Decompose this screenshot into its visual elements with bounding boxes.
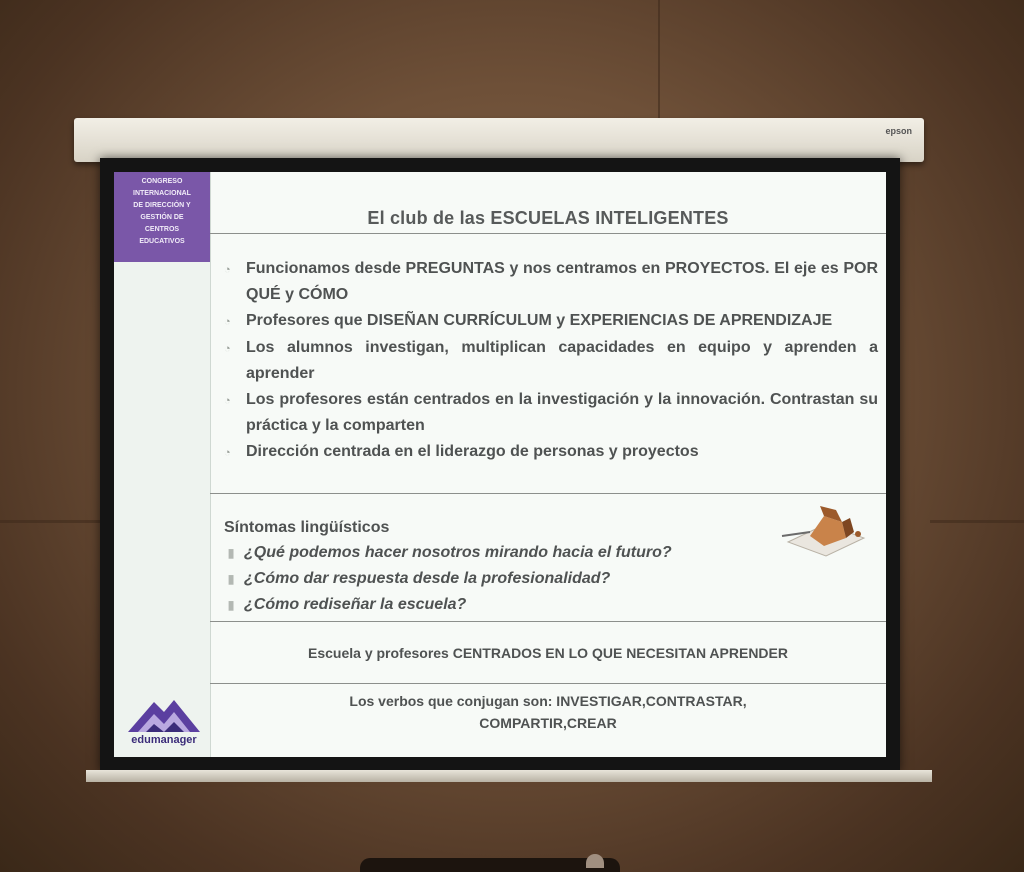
conference-line: DE DIRECCIÓN Y [133, 202, 191, 209]
presentation-slide [114, 172, 886, 757]
characteristics-box [210, 234, 886, 494]
mountain-logo-icon [124, 692, 204, 734]
bullet-icon: ◔ [224, 343, 231, 355]
bullet-icon: ▮ [227, 546, 235, 560]
question-text: ¿Cómo dar respuesta desde la profesionalidad? [244, 570, 611, 587]
question-item [218, 592, 878, 618]
bullet-icon: ◔ [224, 264, 231, 276]
bullet-icon: ◔ [224, 395, 231, 407]
conference-line: INTERNACIONAL [133, 190, 191, 197]
bullet-text: Funcionamos desde PREGUNTAS y nos centramos en PROYECTOS. El eje es POR QUÉ y CÓMO [246, 260, 878, 303]
bullet-text: Los alumnos investigan, multiplican capacidades en equipo y aprenden a aprender [246, 339, 878, 382]
conference-line: CONGRESO [141, 178, 183, 185]
wall-seam-vertical [658, 0, 660, 118]
question-item [218, 566, 878, 592]
bullet-icon: ▮ [227, 598, 235, 612]
screen-brand-label: epson [885, 126, 912, 136]
audience-silhouette [360, 858, 620, 872]
symptoms-box [210, 494, 886, 622]
screen-bottom-bar [86, 770, 932, 782]
conference-line: CENTROS [144, 226, 180, 233]
conference-label-box [114, 172, 210, 262]
list-item [224, 335, 878, 387]
question-text: ¿Qué podemos hacer nosotros mirando hacia el futuro? [244, 544, 672, 561]
edumanager-logo [124, 692, 204, 746]
list-item [224, 387, 878, 439]
bullet-text: Profesores que DISEÑAN CURRÍCULUM y EXPERIENCIAS DE APRENDIZAJE [246, 312, 833, 329]
verbs-line: COMPARTIR,CREAR [479, 715, 617, 731]
conference-line: EDUCATIVOS [139, 238, 185, 245]
bullet-text: Dirección centrada en el liderazgo de personas y proyectos [246, 443, 699, 460]
question-item [218, 540, 878, 566]
projector-screen-housing [74, 118, 924, 162]
wall-seam-right [930, 520, 1024, 523]
list-item [224, 308, 878, 335]
question-text: ¿Cómo rediseñar la escuela? [244, 596, 467, 613]
bullet-icon: ▮ [227, 572, 235, 586]
bullet-icon: ◔ [224, 447, 231, 459]
list-item [224, 439, 878, 466]
center-statement: Escuela y profesores CENTRADOS EN LO QUE NECESITAN APRENDER [308, 644, 788, 661]
logo-text: edumanager [131, 734, 197, 746]
symptoms-title: Síntomas lingüísticos [224, 519, 390, 536]
list-item [224, 256, 878, 308]
bullet-text: Los profesores están centrados en la investigación y la innovación. Contrastan su práctica y la comparten [246, 391, 878, 434]
statement-box [210, 622, 886, 684]
slide-sidebar [114, 172, 211, 757]
verbs-box [210, 684, 886, 757]
conference-line: GESTIÓN DE [140, 214, 184, 221]
audience-head [586, 854, 604, 868]
house-plan-icon [780, 502, 870, 562]
slide-title: El club de las ESCUELAS INTELIGENTES [210, 172, 886, 234]
wall-seam-left [0, 520, 100, 523]
bullet-icon: ◔ [224, 316, 231, 328]
verbs-line: Los verbos que conjugan son: INVESTIGAR,CONTRASTAR, [349, 693, 747, 709]
slide-content [210, 172, 886, 757]
